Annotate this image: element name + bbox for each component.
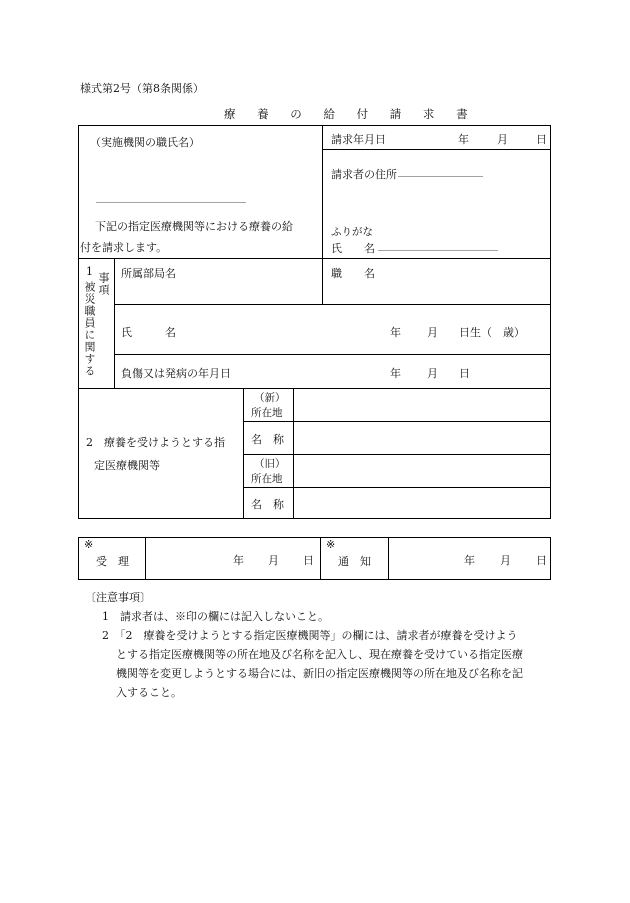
notice-month: 月 — [500, 554, 511, 567]
page-title: 療 養 の 給 付 請 求 書 — [224, 107, 477, 121]
notice-year: 年 — [464, 554, 475, 567]
employee-name-label: 氏 名 — [121, 326, 176, 339]
section2-label-line2: 定医療機関等 — [94, 459, 160, 472]
received-month: 月 — [268, 554, 279, 567]
section1-number: 1 — [86, 265, 93, 278]
request-date-month: 月 — [497, 133, 508, 146]
address-underline: _________________ — [398, 166, 483, 177]
section1-vertical-title-right: 事項 — [97, 272, 110, 296]
received-day: 日 — [303, 554, 314, 567]
notice-day: 日 — [536, 554, 547, 567]
address-label: 請求者の住所 — [331, 168, 397, 181]
form-number: 様式第2号（第8条関係） — [80, 82, 204, 95]
institution-underline: ______________________________ — [96, 192, 246, 203]
notes-heading: 〔注意事項〕 — [85, 591, 151, 604]
name-underline: ________________________ — [378, 240, 498, 251]
section1-vertical-title-left: 被災職員に関する — [83, 281, 96, 377]
birth-month: 月 — [427, 326, 438, 339]
furigana-label: ふりがな — [331, 226, 373, 238]
request-text-line1: 下記の指定医療機関等における療養の給 — [95, 220, 293, 233]
request-text-line2: 付を請求します。 — [80, 241, 168, 254]
note-item-2-line4: 入すること。 — [116, 686, 182, 699]
received-label: 受 理 — [96, 555, 129, 568]
section2-label-line1: 2 療養を受けようとする指 — [86, 436, 225, 449]
birth-day-age: 日生（ 歳） — [459, 326, 525, 339]
injury-day: 日 — [459, 367, 470, 380]
new-marker: （新） — [254, 392, 286, 404]
injury-month: 月 — [427, 367, 438, 380]
received-mark: ※ — [84, 538, 94, 551]
old-name-label: 名 称 — [251, 498, 284, 511]
old-marker: （旧） — [254, 458, 286, 470]
received-year: 年 — [233, 554, 244, 567]
injury-year: 年 — [390, 367, 401, 380]
request-date-day: 日 — [536, 133, 547, 146]
note-item-2-line3: 機関等を変更しようとする場合には、新旧の指定医療機関等の所在地及び名称を記 — [116, 667, 523, 680]
institution-label: （実施機関の職氏名） — [90, 136, 200, 149]
note-item-2-line2: とする指定医療機関等の所在地及び名称を記入し、現在療養を受けている指定医療 — [116, 648, 523, 661]
new-address-label: 所在地 — [251, 407, 283, 419]
injury-date-label: 負傷又は発病の年月日 — [121, 367, 231, 380]
dept-label: 所属部局名 — [121, 267, 176, 280]
birth-year: 年 — [390, 326, 401, 339]
new-name-label: 名 称 — [251, 433, 284, 446]
position-label: 職 名 — [331, 267, 375, 280]
old-address-label: 所在地 — [251, 473, 283, 485]
note-item-1: 1 請求者は、※印の欄には記入しないこと。 — [102, 610, 329, 623]
note-item-2-line1: 2 「2 療養を受けようとする指定医療機関等」の欄には、請求者が療養を受けよう — [102, 629, 518, 642]
request-date-year: 年 — [458, 133, 469, 146]
request-date-label: 請求年月日 — [331, 133, 386, 146]
notice-mark: ※ — [326, 538, 336, 551]
notice-label: 通 知 — [338, 555, 371, 568]
name-label: 氏 名 — [331, 242, 375, 255]
